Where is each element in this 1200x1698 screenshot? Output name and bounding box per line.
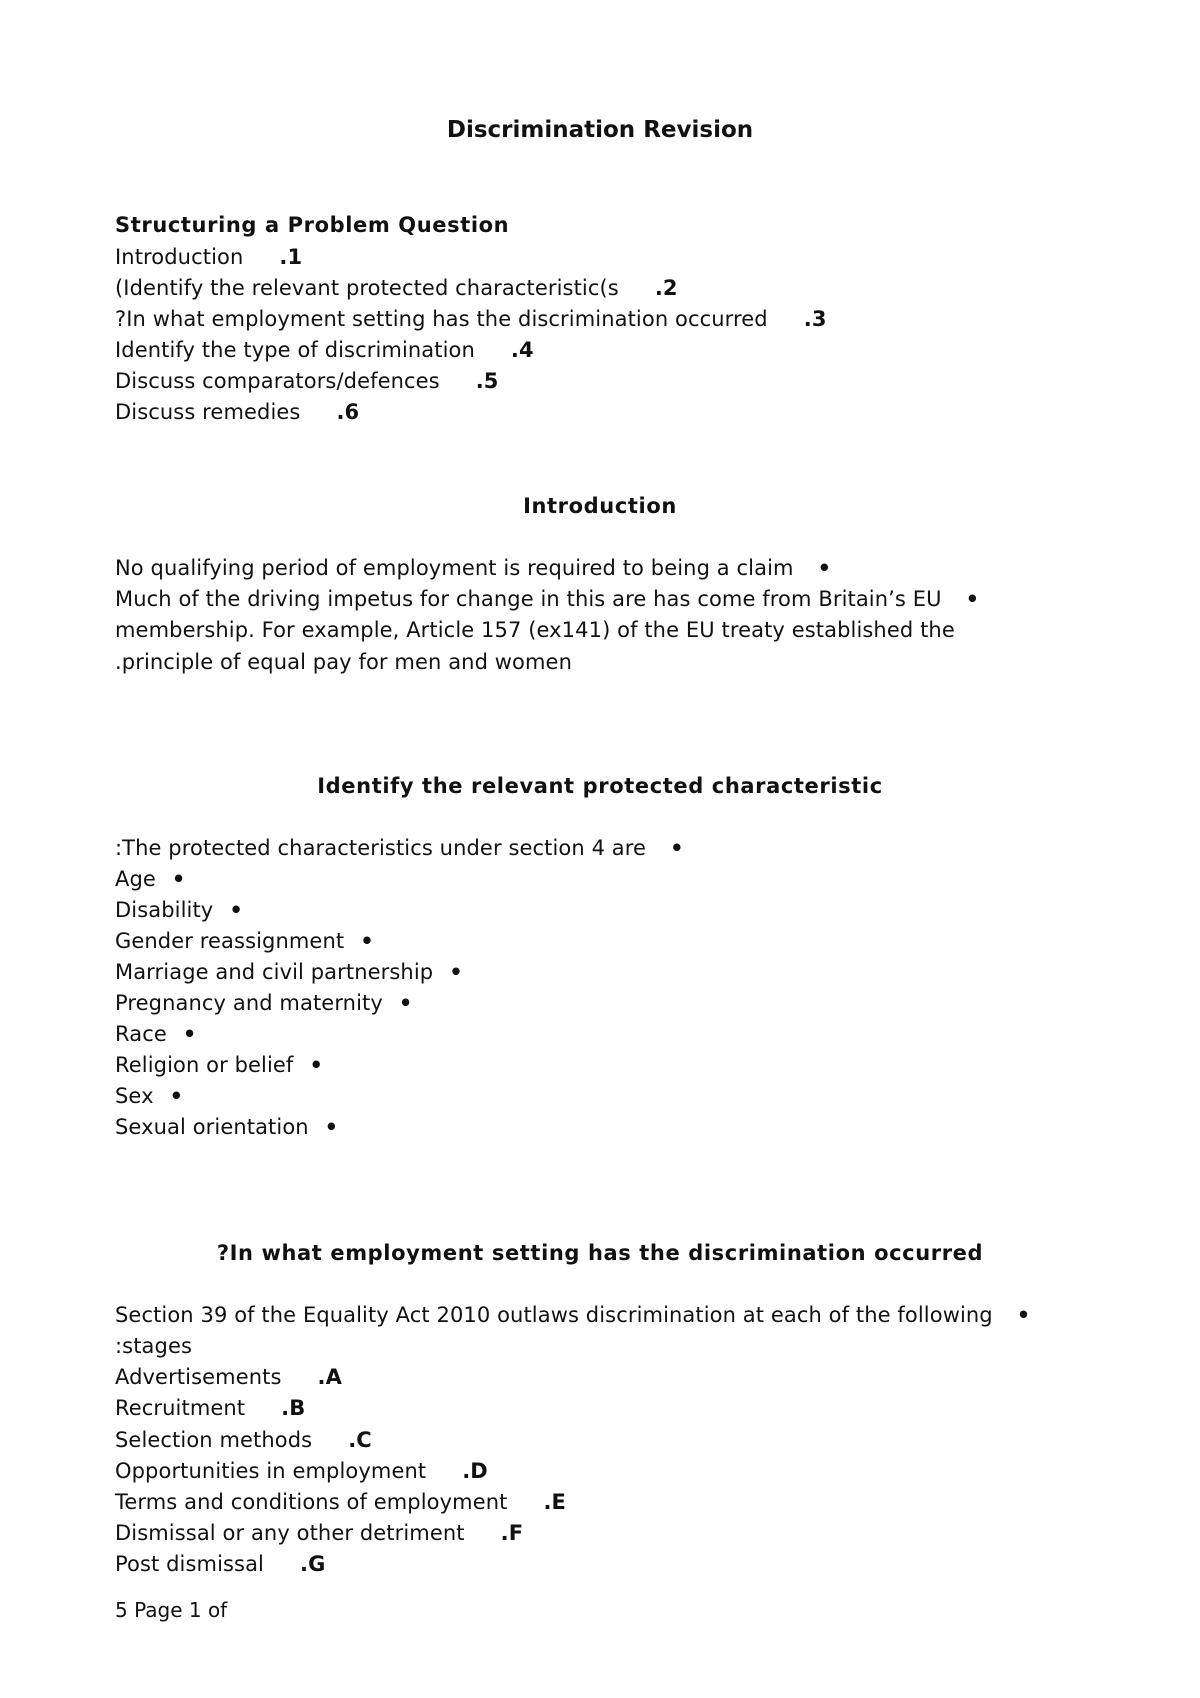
structure-item-text: (Identify the relevant protected characteristic(s [115, 276, 619, 300]
bullet-icon: • [171, 867, 186, 891]
characteristic-item [115, 866, 185, 892]
setting-item-letter: .A [317, 1365, 342, 1389]
structure-item-4 [115, 337, 534, 363]
characteristic-item [115, 990, 412, 1016]
bullet-icon: • [182, 1022, 197, 1046]
structure-item-number: .6 [336, 400, 360, 424]
introduction-line-3: membership. For example, Article 157 (ex141) of the EU treaty established the [115, 618, 955, 642]
bullet-icon: • [324, 1115, 339, 1139]
structure-item-1 [115, 244, 302, 270]
setting-item-a [115, 1364, 342, 1390]
characteristic-text: Pregnancy and maternity [115, 991, 383, 1015]
structure-item-number: .4 [510, 338, 534, 362]
structure-item-number: .1 [279, 245, 303, 269]
characteristic-text: Sex [115, 1084, 154, 1108]
setting-item-d [115, 1458, 488, 1484]
structure-item-6 [115, 399, 359, 425]
characteristic-item [115, 1021, 196, 1047]
setting-item-c [115, 1427, 372, 1453]
setting-intro-line-1 [115, 1302, 1030, 1328]
setting-item-text: Selection methods [115, 1428, 313, 1452]
structure-item-number: .5 [475, 369, 499, 393]
characteristic-item [115, 928, 374, 954]
setting-item-text: Opportunities in employment [115, 1459, 427, 1483]
setting-item-f [115, 1520, 523, 1546]
bullet-icon: • [309, 1053, 323, 1077]
setting-item-letter: .C [348, 1428, 372, 1452]
setting-item-b [115, 1395, 305, 1421]
setting-item-letter: .G [300, 1552, 326, 1576]
characteristic-text: Gender reassignment [115, 929, 345, 953]
characteristic-item [115, 1083, 183, 1109]
characteristics-intro [115, 835, 684, 861]
introduction-line-4: .principle of equal pay for men and women [115, 650, 572, 674]
bullet-icon: • [398, 991, 413, 1015]
characteristic-text: Age [115, 867, 156, 891]
setting-intro-text: Section 39 of the Equality Act 2010 outlaws discrimination at each of the following [115, 1303, 993, 1327]
setting-item-text: Advertisements [115, 1365, 282, 1389]
structure-item-5 [115, 368, 499, 394]
setting-item-letter: .F [500, 1521, 524, 1545]
setting-item-text: Recruitment [115, 1396, 246, 1420]
setting-item-text: Terms and conditions of employment [115, 1490, 508, 1514]
bullet-icon: • [670, 836, 684, 860]
setting-item-e [115, 1489, 566, 1515]
introduction-heading: Introduction [523, 494, 677, 518]
characteristic-item [115, 1052, 323, 1078]
characteristic-item [115, 1114, 338, 1140]
characteristics-intro-text: :The protected characteristics under section 4 are [115, 836, 647, 860]
setting-item-letter: .B [281, 1396, 306, 1420]
setting-intro-line-2: :stages [115, 1334, 193, 1358]
introduction-line-1 [115, 555, 831, 581]
page-footer: 5 Page 1 of [115, 1598, 228, 1622]
structure-item-3 [115, 306, 827, 332]
bullet-icon: • [360, 929, 374, 953]
setting-item-text: Dismissal or any other detriment [115, 1521, 465, 1545]
characteristic-item [115, 897, 243, 923]
bullet-icon: • [449, 960, 463, 984]
bullet-icon: • [169, 1084, 184, 1108]
characteristic-text: Disability [115, 898, 214, 922]
structure-item-text: Introduction [115, 245, 244, 269]
structure-item-text: Discuss remedies [115, 400, 301, 424]
bullet-icon: • [965, 587, 980, 611]
bullet-icon: • [1016, 1303, 1031, 1327]
bullet-icon: • [229, 898, 243, 922]
structure-item-number: .3 [803, 307, 827, 331]
characteristics-heading: Identify the relevant protected characteristic [317, 774, 883, 798]
characteristic-text: Race [115, 1022, 167, 1046]
setting-item-text: Post dismissal [115, 1552, 264, 1576]
setting-item-letter: .D [462, 1459, 488, 1483]
introduction-text: Much of the driving impetus for change in this are has come from Britain’s EU [115, 587, 942, 611]
structure-item-text: Identify the type of discrimination [115, 338, 475, 362]
introduction-line-2 [115, 586, 979, 612]
structure-item-text: ?In what employment setting has the discrimination occurred [115, 307, 768, 331]
characteristic-text: Marriage and civil partnership [115, 960, 434, 984]
document-title: Discrimination Revision [446, 117, 754, 143]
setting-item-g [115, 1551, 325, 1577]
introduction-text: No qualifying period of employment is required to being a claim [115, 556, 794, 580]
characteristic-text: Sexual orientation [115, 1115, 309, 1139]
structure-item-2 [115, 275, 678, 301]
setting-item-letter: .E [543, 1490, 566, 1514]
setting-heading: ?In what employment setting has the discrimination occurred [216, 1241, 984, 1265]
bullet-icon: • [817, 556, 832, 580]
characteristic-text: Religion or belief [115, 1053, 294, 1077]
structure-item-text: Discuss comparators/defences [115, 369, 440, 393]
structure-item-number: .2 [654, 276, 678, 300]
structure-heading: Structuring a Problem Question [115, 213, 510, 237]
characteristic-item [115, 959, 463, 985]
